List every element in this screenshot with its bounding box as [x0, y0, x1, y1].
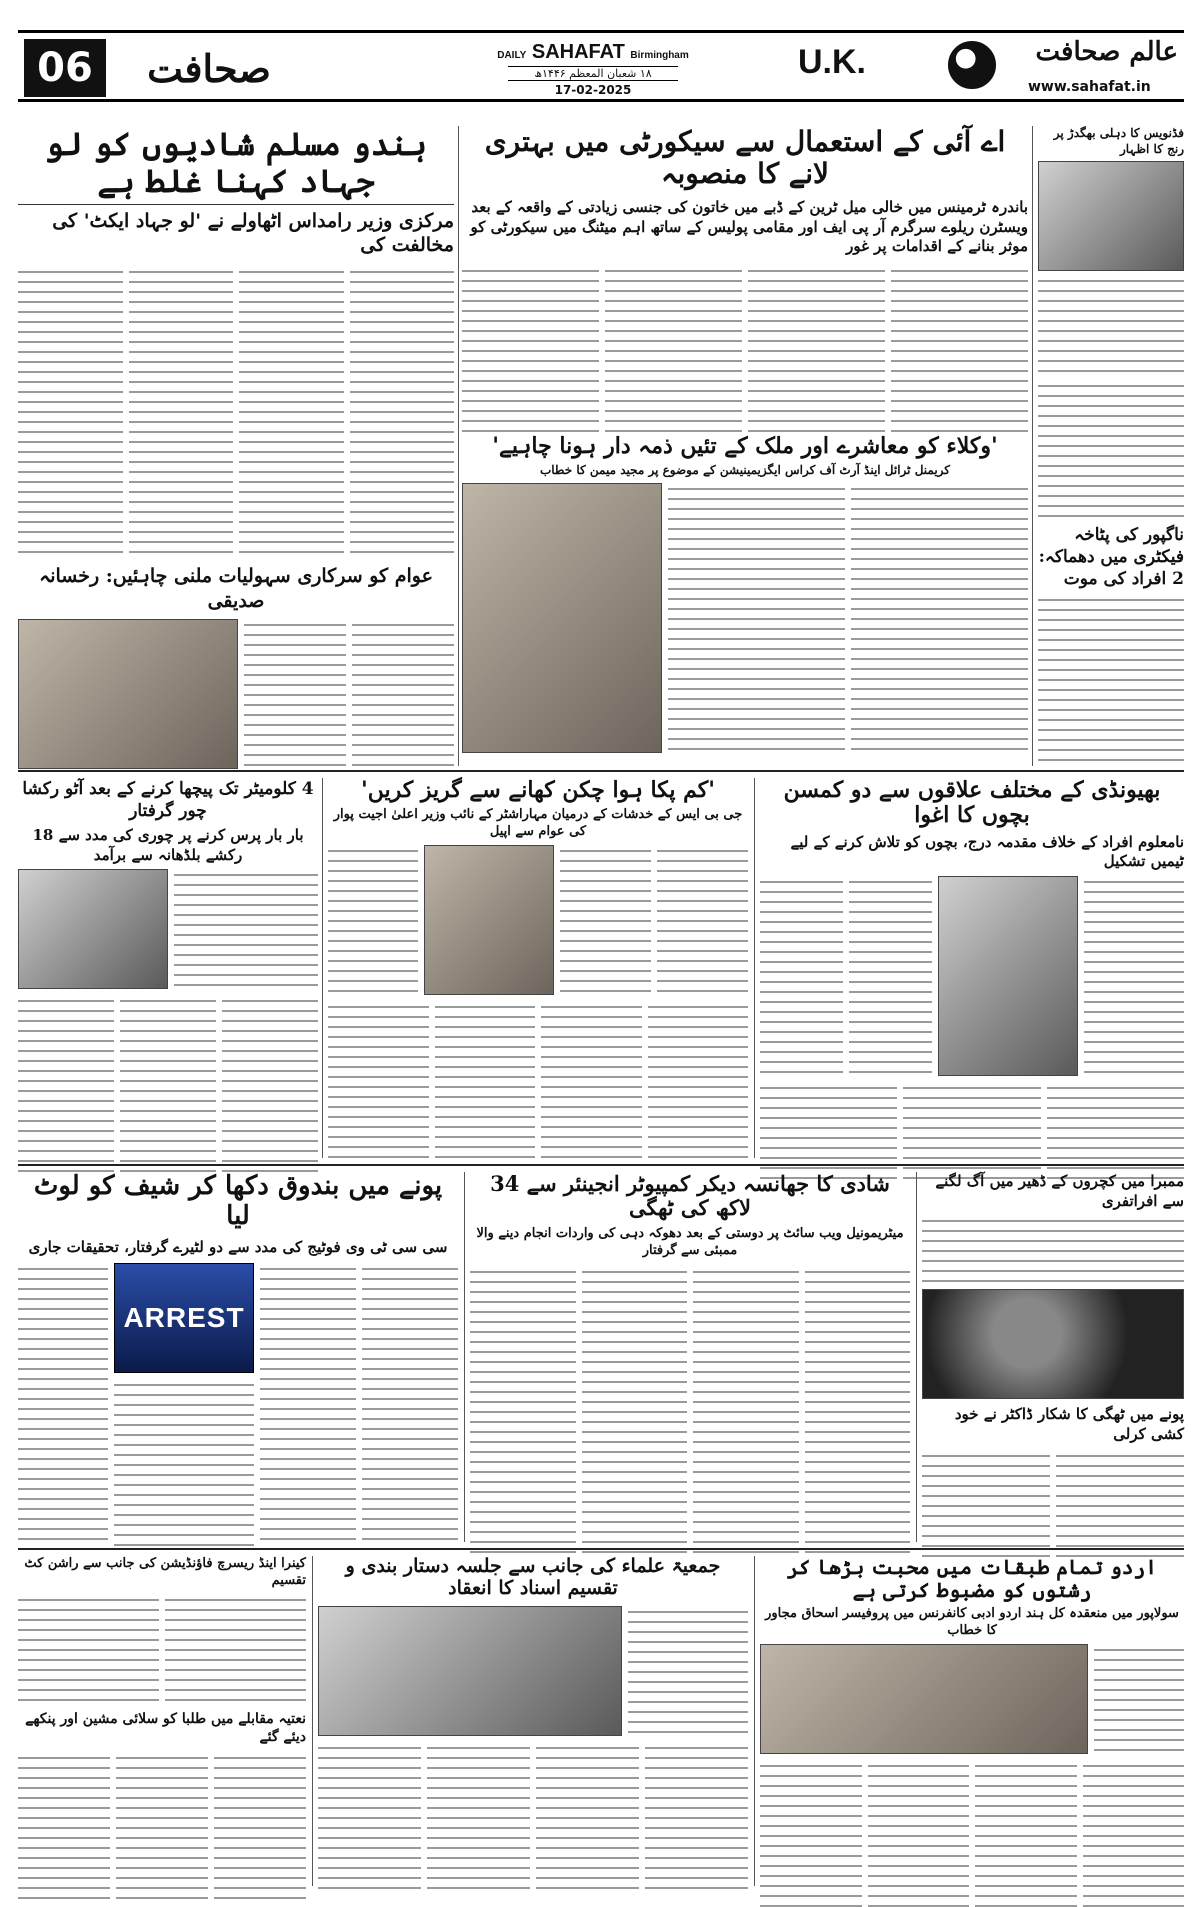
article-photo	[938, 876, 1078, 1076]
article-chicken	[328, 778, 748, 1158]
masthead	[18, 30, 1184, 102]
urdu-logo: صحافت	[147, 45, 271, 91]
article-body	[1038, 594, 1184, 764]
article-headline: ہندو مسلم شادیوں کو لو جہاد کہنا غلط ہے	[44, 125, 428, 200]
article-matrimonial-fraud	[470, 1172, 910, 1542]
dateline	[488, 41, 698, 101]
brand-name: DAILY SAHAFAT Birmingham	[497, 41, 689, 63]
article-headline: جمعیۃ علماء کی جانب سے جلسہ دستار بندی و تقسیم اسناد کا انعقاد	[345, 1555, 721, 1599]
article-headline: پونے میں بندوق دکھا کر شیف کو لوٹ لیا	[33, 1171, 443, 1231]
article-body	[1038, 275, 1184, 385]
article-headline: ناگپور کی پٹاخہ فیکٹری میں دھماکہ: 2 افراد کی موت	[1038, 525, 1184, 590]
article-subhead: جی بی ایس کے خدشات کے درمیان مہاراشٹر کے نائب وزیر اعلیٰ اجیت پوار کی عوام سے اپیل	[333, 807, 743, 840]
article-headline: 'کم پکا ہوا چکن کھانے سے گریز کریں'	[360, 777, 716, 803]
article-subhead: نامعلوم افراد کے خلاف مقدمہ درج، بچوں کو تلاش کرنے کے لیے ٹیمیں تشکیل	[790, 832, 1184, 871]
article-headline: اردو تمام طبقات میں محبت بڑھا کر رشتوں کو مضبوط کرتی ہے	[787, 1555, 1157, 1602]
article-headline: ممبرا میں کچروں کے ڈھیر میں آگ لگنے سے افراتفری	[935, 1172, 1184, 1210]
article-auto-thief	[18, 778, 318, 1158]
article-subhead: بار بار پرس کرنے پر چوری کی مدد سے 18 رکشے بلڈھانہ سے برآمد	[32, 826, 304, 864]
article-subhead: سی سی ٹی وی فوٹیج کی مدد سے دو لٹیرے گرفتار، تحقیقات جاری	[28, 1237, 448, 1256]
article-ai-security	[462, 126, 1028, 426]
article-photo	[424, 845, 554, 995]
article-headline: فڈنویس کا دہلی بھگدڑ پر رنج کا اظہار	[1053, 126, 1184, 156]
article-headline-2: پونے میں ٹھگی کا شکار ڈاکٹر نے خود کشی کرلی	[954, 1405, 1184, 1443]
globe-icon	[948, 41, 996, 89]
article-pune-chef	[18, 1172, 458, 1542]
article-headline: عوام کو سرکاری سہولیات ملنی چاہئیں: رخسانہ صدیقی	[39, 565, 433, 612]
article-headline: اے آئی کے استعمال سے سیکورٹی میں بہتری لانے کا منصوبہ	[484, 125, 1006, 191]
article-photo	[18, 869, 168, 989]
edition-label: U.K.	[798, 43, 866, 81]
article-headline: بھیونڈی کے مختلف علاقوں سے دو کمسن بچوں کا اغوا	[783, 777, 1161, 829]
article-mumbra-fire	[922, 1172, 1184, 1542]
article-rukhsana	[18, 564, 454, 764]
article-lawyers	[462, 434, 1028, 764]
article-photo	[318, 1606, 622, 1736]
article-photo	[760, 1644, 1088, 1754]
article-subhead: سولاپور میں منعقدہ کل ہند اردو ادبی کانفرنس میں پروفیسر اسحاق مجاور کا خطاب	[765, 1606, 1179, 1638]
article-bhiwandi-kidnap	[760, 778, 1184, 1158]
article-headline-2: نعتیہ مقابلے میں طلبا کو سلائی مشین اور پنکھے دیئے گئے	[25, 1710, 306, 1745]
article-photo	[1038, 161, 1184, 271]
article-photo	[462, 483, 662, 753]
article-canara-ration	[18, 1556, 306, 1886]
arrest-image: ARREST	[114, 1263, 254, 1373]
article-nagpur-blast	[1038, 380, 1184, 760]
article-fadnavis	[1038, 126, 1184, 376]
article-subhead: کریمنل ٹرائل اینڈ آرٹ آف کراس ایگزیمینیشن کے موضوع پر مجید میمن کا خطاب	[539, 463, 951, 478]
article-headline: 4 کلومیٹر تک پیچھا کرنے کے بعد آٹو رکشا چور گرفتار	[22, 779, 314, 822]
article-subhead: میٹریمونیل ویب سائٹ پر دوستی کے بعد دھوکہ دہی کی واردات انجام دینے والا ممبئی سے گرفتار	[476, 1226, 904, 1259]
hijri-date: ۱۸ شعبان المعظم ۱۴۴۶ھ	[508, 66, 678, 81]
article-subhead: باندرہ ٹرمینس میں خالی میل ٹرین کے ڈبے میں خاتون کی جنسی زیادتی کے واقعہ کے بعد ویسٹرن ریلوے سرگرم آر پی ایف اور مقامی پولیس کے ساتھ اہم میٹنگ میں سیکورٹی کو موثر بنانے کے اقدامات پر غور	[470, 198, 1028, 256]
urdu-brand: عالم صحافت	[1035, 37, 1178, 67]
article-urdu-conference	[760, 1556, 1184, 1886]
page-number: 06	[24, 39, 106, 97]
article-body	[1038, 380, 1184, 520]
article-photo	[18, 619, 238, 769]
article-headline: شادی کا جھانسہ دیکر کمپیوٹر انجینئر سے 34 لاکھ کی ٹھگی	[490, 1171, 890, 1221]
article-headline: کینرا اینڈ ریسرچ فاؤنڈیشن کی جانب سے راشن کٹ تقسیم	[24, 1556, 306, 1588]
article-photo	[922, 1289, 1184, 1399]
article-headline: 'وکلاء کو معاشرے اور ملک کے تئیں ذمہ دار ہونا چاہیے'	[492, 433, 998, 459]
article-subhead: مرکزی وزیر رامداس اٹھاولے نے 'لو جہاد ایکٹ' کی مخالفت کی	[52, 209, 454, 257]
article-jamiat	[318, 1556, 748, 1886]
article-love-jihad	[18, 126, 454, 556]
website-link[interactable]: www.sahafat.in	[1028, 79, 1151, 95]
issue-date: 17-02-2025	[554, 83, 632, 97]
